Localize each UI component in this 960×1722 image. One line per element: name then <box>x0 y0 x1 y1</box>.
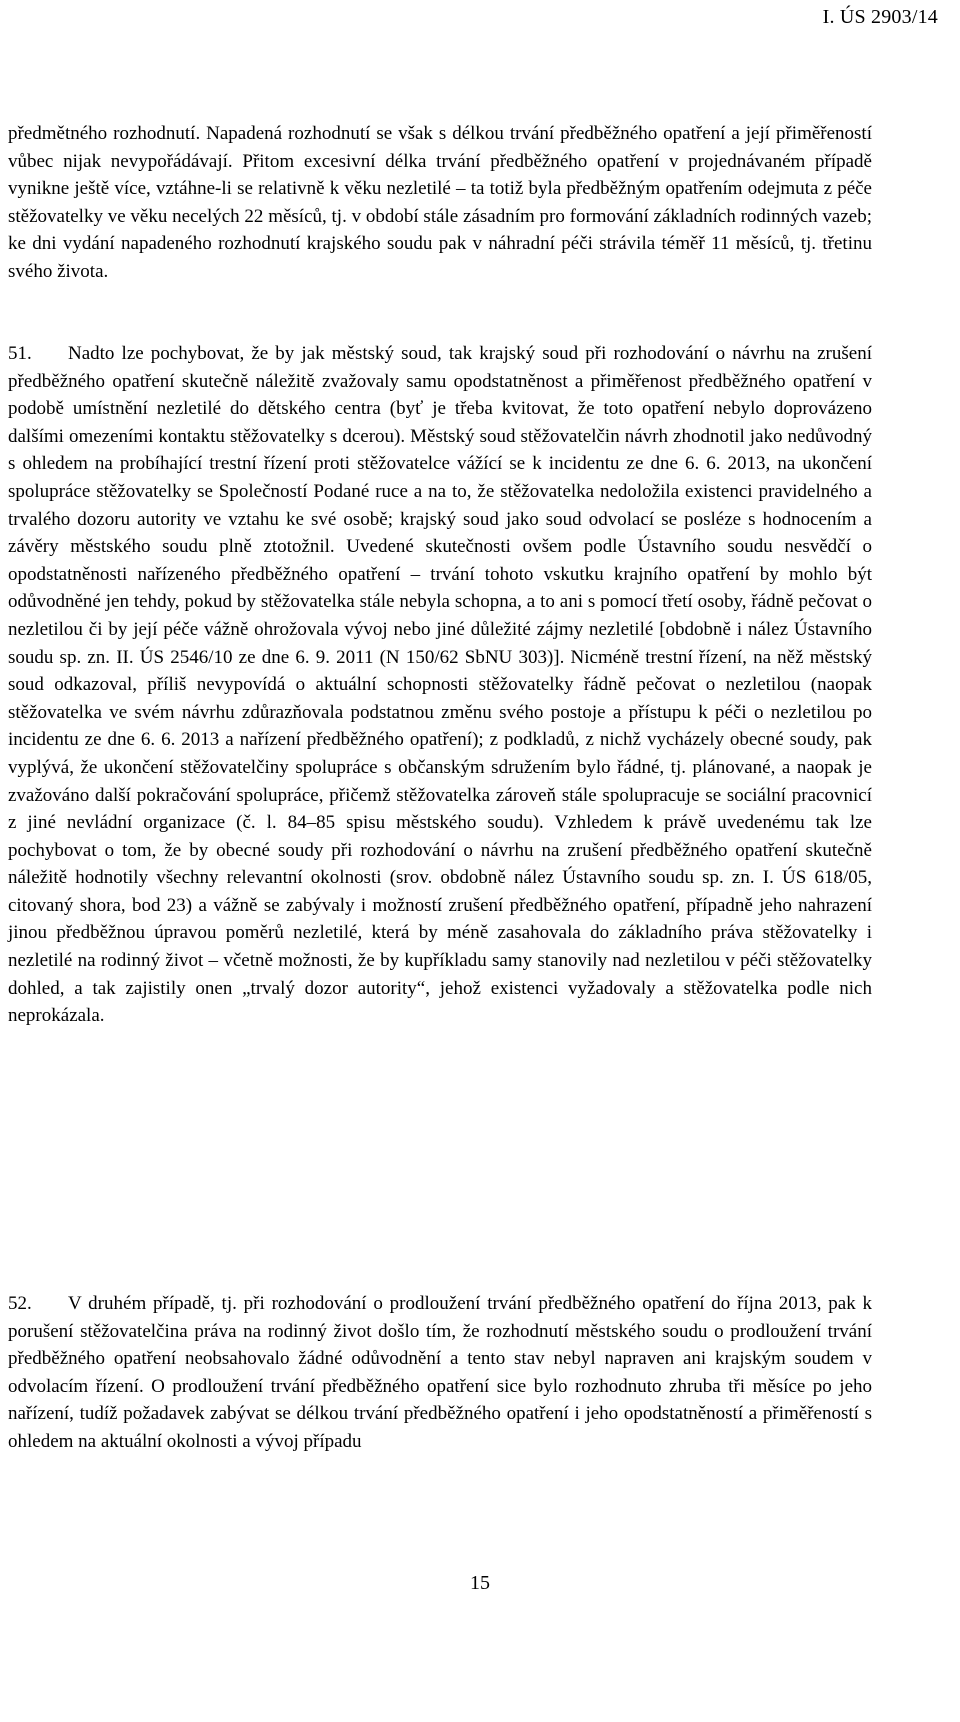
paragraph-number-51: 51. <box>8 343 32 364</box>
paragraph-intro-text: předmětného rozhodnutí. Napadená rozhodnutí se však s délkou trvání předběžného opatření a její přiměřeností vůbec nijak nevypořádávají. Přitom excesivní délka trvání předběžného opatření v projednávaném případě vynikne ještě více, vztáhne-li se relativně k věku nezletilé – ta totiž byla předběžným opatřením odejmuta z péče stěžovatelky ve věku necelých 22 měsíců, tj. v období stále zásadním pro formování základních rodinných vazeb; ke dni vydání napadeného rozhodnutí krajského soudu pak v náhradní péči strávila téměř 11 měsíců, tj. třetinu svého života. <box>8 123 872 282</box>
paragraph-intro <box>8 120 872 286</box>
paragraph-51 <box>8 340 872 1030</box>
paragraph-number-52: 52. <box>8 1293 32 1314</box>
page-number: 15 <box>470 1572 490 1594</box>
paragraph-51-text: Nadto lze pochybovat, že by jak městský soud, tak krajský soud při rozhodování o návrhu na zrušení předběžného opatření skutečně náležitě zvažovaly samu opodstatněnost a přiměřenost předběžného opatření v podobě umístnění nezletilé do dětského centra (byť je třeba kvitovat, že toto opatření nebylo doprovázeno dalšími omezeními kontaktu stěžovatelky s dcerou). Městský soud stěžovatelčin návrh zhodnotil jako nedůvodný s ohledem na probíhající trestní řízení proti stěžovatelce vážící se k incidentu ze dne 6. 6. 2013, na ukončení spolupráce stěžovatelky se Společností Podané ruce a na to, že stěžovatelka nedoložila existenci pravidelného a trvalého dozoru autority ve vztahu ke své osobě; krajský soud jako soud odvolací se posléze s hodnocením a závěry městského soudu plně ztotožnil. Uvedené skutečnosti ovšem podle Ústavního soudu nesvědčí o opodstatněnosti nařízeného předběžného opatření – trvání tohoto vskutku krajního opatření by mohlo být odůvodněné jen tehdy, pokud by stěžovatelka stále nebyla schopna, a to ani s pomocí třetí osoby, řádně pečovat o nezletilou či by její péče vážně ohrožovala vývoj nebo jiné důležité zájmy nezletilé [obdobně i nález Ústavního soudu sp. zn. II. ÚS 2546/10 ze dne 6. 9. 2011 (N 150/62 SbNU 303)]. Nicméně trestní řízení, na něž městský soud odkazoval, příliš nevypovídá o aktuální schopnosti stěžovatelky řádně pečovat o nezletilou (naopak stěžovatelka ve svém návrhu zdůrazňovala podstatnou změnu svého postoje a přístupu k péči o nezletilou po incidentu ze dne 6. 6. 2013 a nařízení předběžného opatření); z podkladů, z nichž vycházely obecné soudy, pak vyplývá, že ukončení stěžovatelčiny spolupráce s občanským sdružením bylo řádné, tj. plánované, a naopak je zvažováno další pokračování spolupráce, přičemž stěžovatelka zároveň stále spolupracuje se sociální pracovnicí z jiné nevládní organizace (č. l. 84–85 spisu městského soudu). Vzhledem k právě uvedenému tak lze pochybovat o tom, že by obecné soudy při rozhodování o návrhu na zrušení předběžného opatření skutečně náležitě hodnotily všechny relevantní okolnosti (srov. obdobně nález Ústavního soudu sp. zn. I. ÚS 618/05, citovaný shora, bod 23) a vážně se zabývaly i možností zrušení předběžného opatření, případně jeho nahrazení jinou předběžnou úpravou poměrů nezletilé, která by méně zasahovala do základního práva stěžovatelky i nezletilé na rodinný život – včetně možnosti, že by kupříkladu samy stanovily nad nezletilou v péči stěžovatelky dohled, a tak zajistily onen „trvalý dozor autority“, jehož existenci vyžadovaly a stěžovatelka podle nich neprokázala. <box>8 343 872 1027</box>
case-number-header: I. ÚS 2903/14 <box>822 6 938 28</box>
paragraph-52-text: V druhém případě, tj. při rozhodování o prodloužení trvání předběžného opatření do října 2013, pak k porušení stěžovatelčina práva na rodinný život došlo tím, že rozhodnutí městského soudu o prodloužení trvání předběžného opatření neobsahovalo žádné odůvodnění a tento stav nebyl napraven ani krajským soudem v odvolacím řízení. O prodloužení trvání předběžného opatření sice bylo rozhodnuto zhruba tři měsíce po jeho nařízení, tudíž požadavek zabývat se délkou trvání předběžného opatření i jeho opodstatněností a přiměřeností s ohledem na aktuální okolnosti a vývoj případu <box>8 1293 872 1452</box>
paragraph-52 <box>8 1290 872 1456</box>
